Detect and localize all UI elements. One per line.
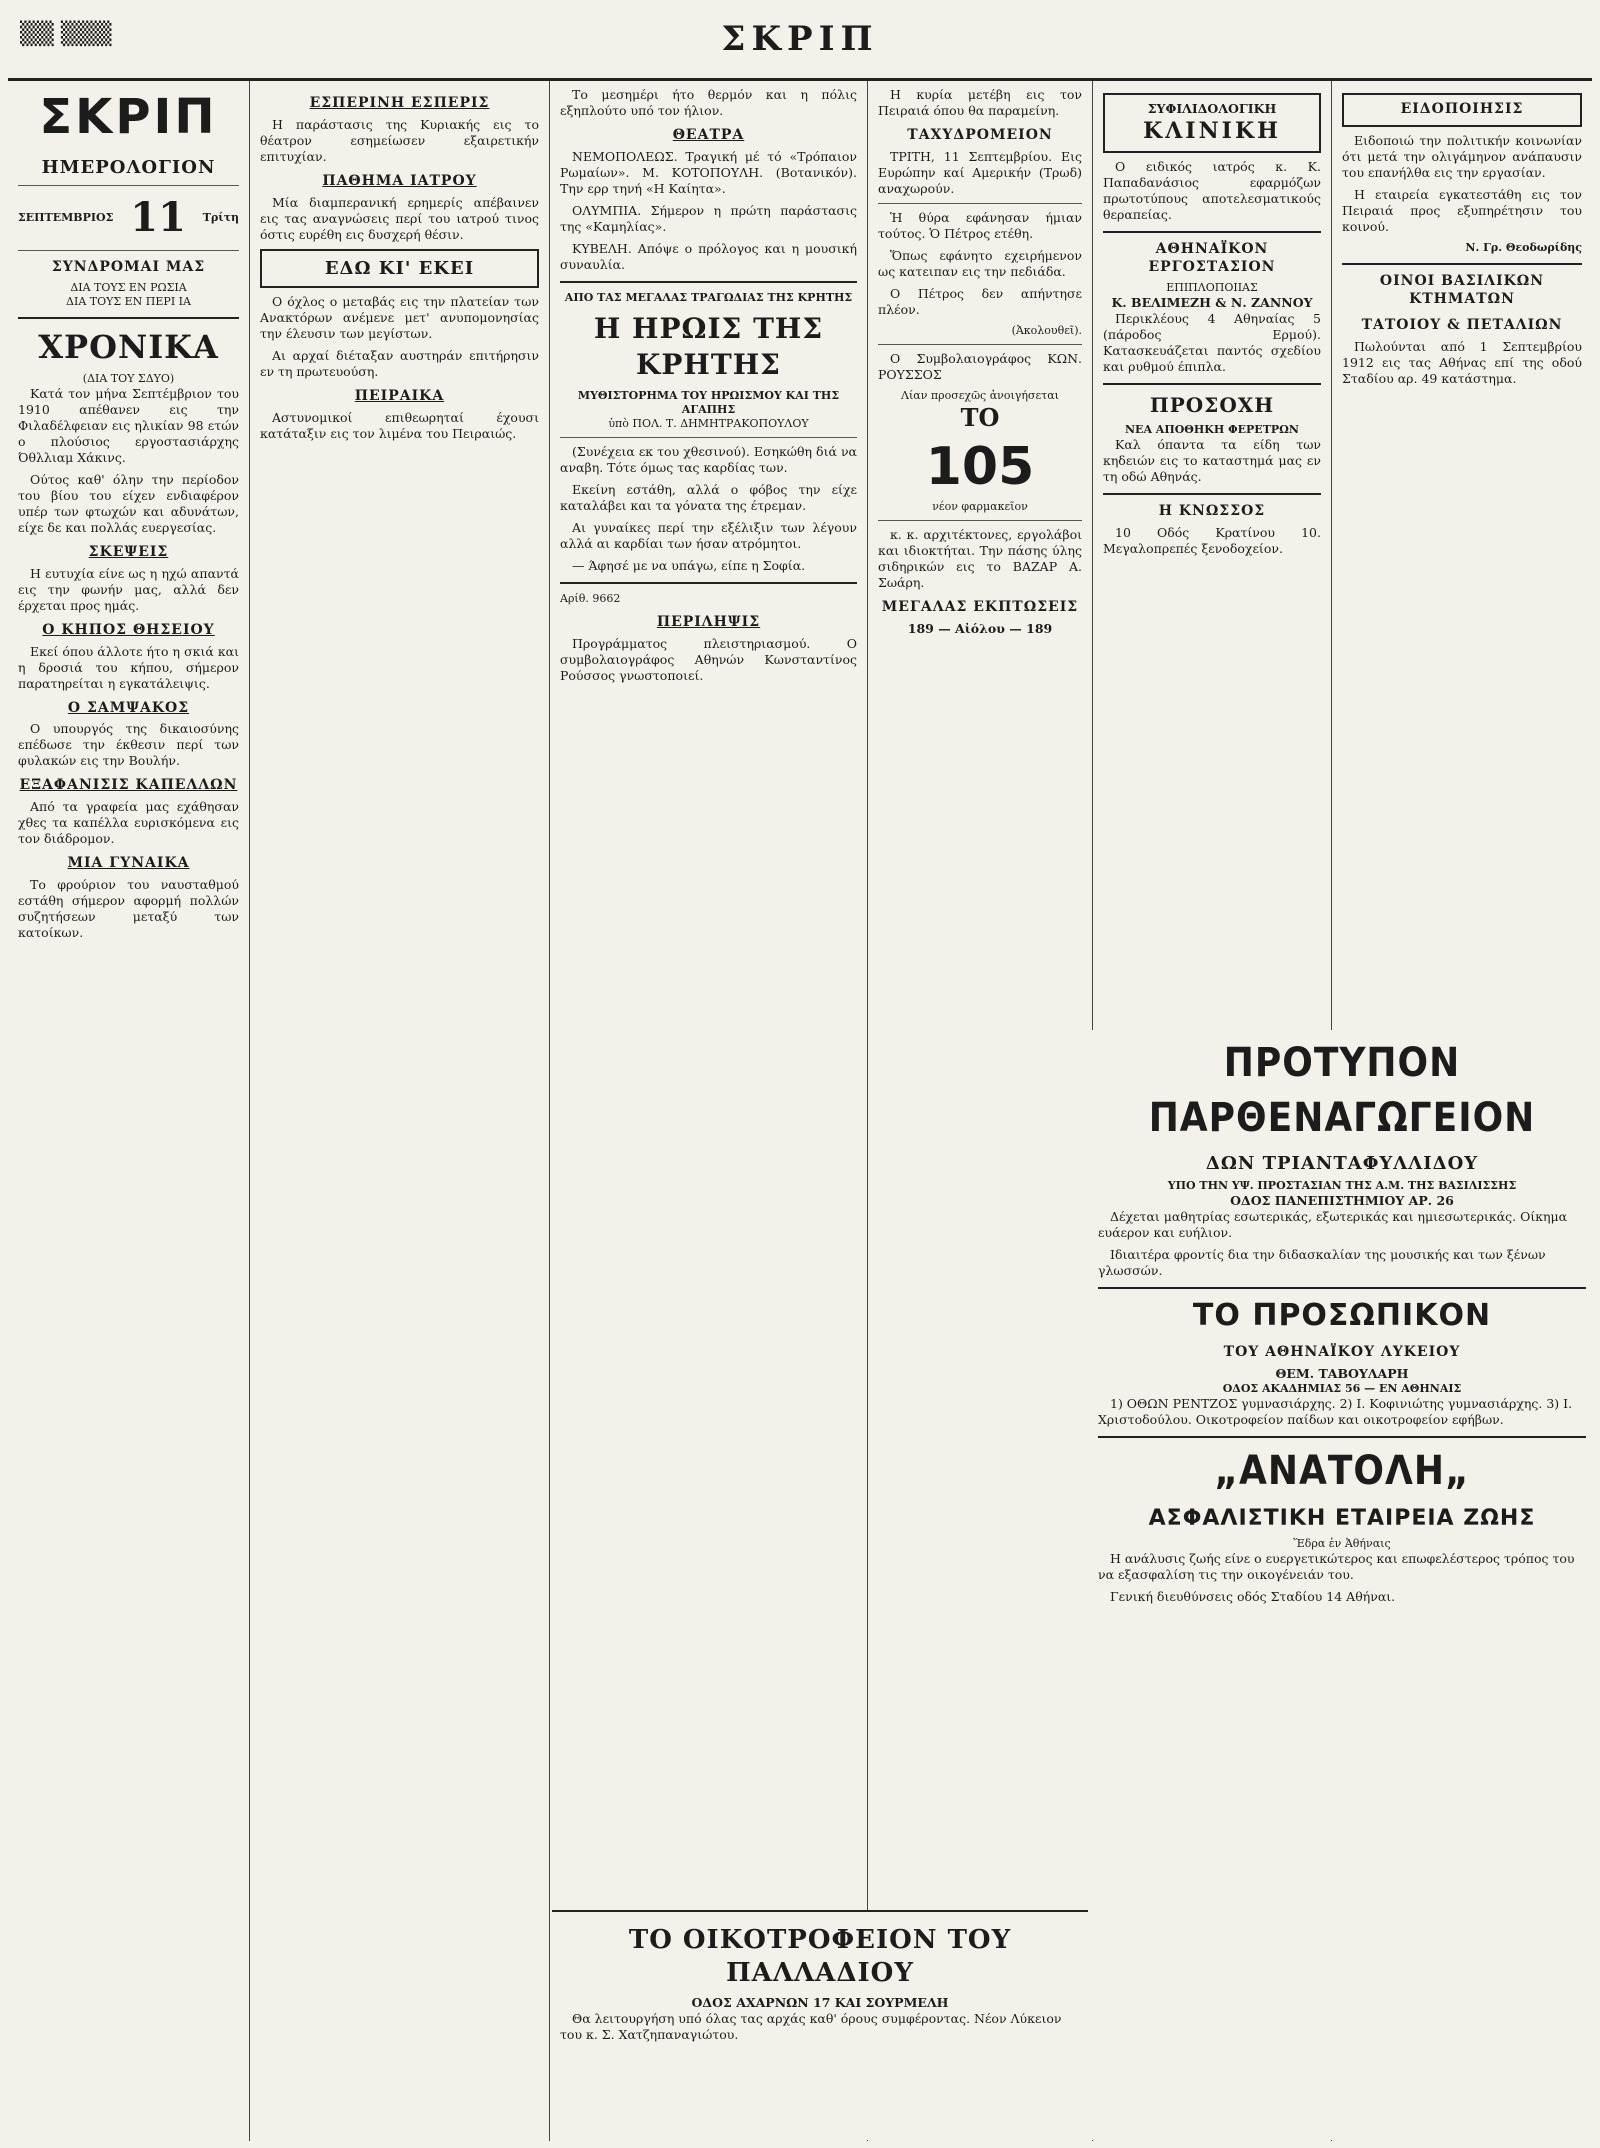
clinic-heading-2: ΚΛΙΝΙΚΗ xyxy=(1143,118,1281,144)
serial-cont-1: Ἡ θύρα εφάνησαν ήμιαν τούτος. Ὁ Πέτρος ετέθη. xyxy=(878,209,1082,241)
notice-text-1: Ειδοποιώ την πολιτικήν κοινωνίαν ότι μετά την ολιγάμηνον ανάπαυσιν του επανήλθα εις την εργασίαν. xyxy=(1342,132,1582,180)
chronika-heading: ΧΡΟΝΙΚΑ xyxy=(38,327,219,366)
school-text-2: Ιδιαιτέρα φροντίς δια την διδασκαλίαν της μουσικής και των ξένων γλωσσών. xyxy=(1098,1247,1546,1279)
column-2 xyxy=(250,81,550,2141)
school-subtitle: ΠΑΡΘΕΝΑΓΩΓΕΙΟΝ xyxy=(1148,1095,1536,1142)
theatra-text-3: ΚΥΒΕΛΗ. Απόψε ο πρόλογος και η μουσική συναυλία. xyxy=(560,240,857,272)
peiraika-text: Αστυνομικοί επιθεωρηταί έχουσι κατάταξιν εις τον λιμένα του Πειραιώς. xyxy=(260,409,539,441)
post-heading: ΤΑΧΥΔΡΟΜΕΙΟΝ xyxy=(907,127,1053,143)
serial-text-1: (Συνέχεια εκ του χθεσινού). Εσηκώθη διά να αναβη. Τότε όμως τας καρδίας των. xyxy=(560,443,857,475)
column-3 xyxy=(550,81,868,2141)
doctor-text: Μία διαμπερανική ερημερίς απέβαινεν εις τας αναγνώσεις περί του ιατρού τινος όστις ευρέθη εις δυσχερή θέσιν. xyxy=(260,194,539,242)
date-row xyxy=(18,192,239,243)
peiraika-heading: ΠΕΙΡΑΙΚΑ xyxy=(354,387,445,404)
col4-intro: Η κυρία μετέβη εις τον Πειραιά όπου θα παραμείνη. xyxy=(878,87,1082,118)
coffins-text: Καλ όπαντα τα είδη των κηδειών εις το καταστημά μας εν τη οδώ Αθηνάς. xyxy=(1103,436,1321,484)
anatoli-text-1: Η ανάλυσις ζωής είνε ο ευεργετικώτερος και επωφελέστερος τρόπος του να εξασφαλίση τις την οικογένειάν του. xyxy=(1098,1551,1575,1583)
serial-text-3: Αι γυναίκες περί την εξέλιξιν των λέγουν αλλά αι καρδίαι των ήσαν ατρόμητοι. xyxy=(560,519,857,551)
school-text-1: Δέχεται μαθητρίας εσωτερικάς, εξωτερικάς και ημιεσωτερικάς. Οίκημα ευάερον και ευήλιον. xyxy=(1098,1209,1568,1241)
coffins-heading: ΝΕΑ ΑΠΟΘΗΚΗ ΦΕΡΕΤΡΩΝ xyxy=(1125,422,1299,436)
furniture-text: Περικλέους 4 Αθηναίας 5 (πάροδος Ερμού). Κατασκευάζεται παντός σχεδίου και ρυθμού έπιπλα. xyxy=(1103,311,1321,375)
woman-heading: ΜΙΑ ΓΥΝΑΙΚΑ xyxy=(67,855,190,872)
serial-text-4: — Άφησέ με να υπάγω, είπε η Σοφία. xyxy=(572,557,806,573)
clinic-ad xyxy=(1103,93,1321,153)
attention-heading: ΠΡΟΣΟΧΗ xyxy=(1149,393,1275,418)
subscription-line-2: ΔΙΑ ΤΟΥΣ ΕΝ ΠΕΡΙ ΙΑ xyxy=(66,294,191,308)
serial-subtitle: ΜΥΘΙΣΤΟΡΗΜΑ ΤΟΥ ΗΡΩΙΣΜΟΥ ΚΑΙ ΤΗΣ ΑΓΑΠΗΣ xyxy=(577,388,840,416)
aiolou-number: 189 — Αἰόλου — 189 xyxy=(907,621,1053,637)
edo-ki-ekei-heading: ΕΔΩ ΚΙ' ΕΚΕΙ xyxy=(260,249,539,288)
kipos-heading: Ο ΚΗΠΟΣ ΘΗΣΕΙΟΥ xyxy=(42,621,215,638)
pharmacy-number: 105 xyxy=(925,436,1035,497)
furniture-heading: ΑΘΗΝΑΪΚΟΝ ΕΡΓΟΣΤΑΣΙΟΝ xyxy=(1148,241,1276,276)
notice-heading: ΕΙΔΟΠΟΙΗΣΙΣ xyxy=(1342,93,1582,127)
wide-ads xyxy=(1092,1030,1592,2140)
page-mark: ▒▒ ▒▒▒ xyxy=(20,22,112,47)
pharmacy-to: ΤΟ xyxy=(960,403,1000,433)
school-address: ΟΔΟΣ ΠΑΝΕΠΙΣΤΗΜΙΟΥ ΑΡ. 26 xyxy=(1230,1193,1454,1209)
hats-heading: ΕΞΑΦΑΝΙΣΙΣ ΚΑΠΕΛΛΩΝ xyxy=(19,777,238,794)
auction-number: Αρίθ. 9662 xyxy=(560,591,621,605)
pharmacy-soon: Λίαν προσεχῶς ἀνοιγήσεται xyxy=(901,388,1059,402)
school-title: ΠΡΟΤΥΠΟΝ xyxy=(1223,1040,1461,1086)
notary-text: Ο Συμβολαιογράφος ΚΩΝ. ΡΟΥΣΣΟΣ xyxy=(878,350,1082,382)
doctor-heading: ΠΑΘΗΜΑ ΙΑΤΡΟΥ xyxy=(322,172,477,189)
school-owner: ΔΩΝ ΤΡΙΑΝΤΑΦΥΛΛΙΔΟΥ xyxy=(1205,1153,1479,1175)
notice-signature: Ν. Γρ. Θεοδωρίδης xyxy=(1465,240,1582,254)
day-number: 11 xyxy=(130,194,186,242)
lyceum-sub: ΤΟΥ ΑΘΗΝΑΪΚΟΥ ΛΥΚΕΙΟΥ xyxy=(1223,1343,1461,1360)
theatra-heading: ΘΕΑΤΡΑ xyxy=(672,127,745,143)
lyceum-director: ΘΕΜ. ΤΑΒΟΥΛΑΡΗ xyxy=(1275,1365,1409,1381)
anatoli-text-2: Γενική διευθύνσεις οδός Σταδίου 14 Αθήναι. xyxy=(1110,1589,1396,1605)
masthead xyxy=(8,0,1592,81)
serial-banner: ΑΠΟ ΤΑΣ ΜΕΓΑΛΑΣ ΤΡΑΓΩΔΙΑΣ ΤΗΣ ΚΡΗΤΗΣ xyxy=(564,290,853,304)
wines-heading: ΟΙΝΟΙ ΒΑΣΙΛΙΚΩΝ ΚΤΗΜΑΤΩΝ xyxy=(1379,272,1545,307)
boarding-text: Θα λειτουργήση υπό όλας τας αρχάς καθ' όρους συμφέροντας. Νέον Λύκειον του κ. Σ. Χατζηπαναγιώτου. xyxy=(560,2010,1062,2042)
auction-heading: ΠΕΡΙΛΗΨΙΣ xyxy=(656,613,761,630)
pharmacy-new: νέον φαρμακεῖον xyxy=(932,500,1028,514)
boarding-ad xyxy=(552,1910,1088,2140)
lyceum-title: ΤΟ ΠΡΟΣΩΠΙΚΟΝ xyxy=(1192,1298,1492,1334)
furniture-owners: Κ. ΒΕΛΙΜΕΖΗ & Ν. ΖΑΝΝΟΥ xyxy=(1111,295,1313,311)
serial-cont-2: Ὅπως εφάνητο εχειρήμενον ως κατειπαν εις την πεδιάδα. xyxy=(878,247,1082,279)
skepseis-heading: ΣΚΕΨΕΙΣ xyxy=(88,543,169,560)
school-patron: ΥΠΟ ΤΗΝ ΥΨ. ΠΡΟΣΤΑΣΙΑΝ ΤΗΣ Α.Μ. ΤΗΣ ΒΑΣΙΛΙΣΣΗΣ xyxy=(1167,1179,1517,1193)
woman-text: Το φρούριον του ναυσταθμού εστάθη σήμερον αφορμή πολλών συζητήσεων μεταξύ των κατοίκων. xyxy=(18,877,239,941)
serial-signoff: (Ἀκολουθεῖ). xyxy=(1011,323,1082,337)
bazaar-text: κ. κ. αρχιτέκτονες, εργολάβοι και ιδιοκτήται. Την πάσης ύλης σιδηρικών εις το ΒΑΖΑΡ Α. Σωάρη. xyxy=(878,527,1082,591)
weekday-label: Τρίτη xyxy=(202,211,239,225)
chronika-subheading: (ΔΙΑ ΤΟΥ ΣΔΥΟ) xyxy=(82,371,175,385)
edo-ki-ekei-text-1: Ο όχλος ο μεταβάς εις την πλατείαν των Ανακτόρων ανέμενε μετ' ανυπομονησίας την έλευσιν των μεγίστων. xyxy=(260,293,539,341)
sampsakos-text: Ο υπουργός της δικαιοσύνης επέδωσε την έκθεσιν περί των φυλακών εις την Βουλήν. xyxy=(18,721,239,769)
knossos-heading: Η ΚΝΩΣΣΟΣ xyxy=(1158,502,1266,519)
auction-text: Προγράμματος πλειστηριασμού. Ο συμβολαιογράφος Αθηνών Κωνσταντίνος Ρούσσος γνωστοποιεί. xyxy=(560,635,857,683)
discounts-heading: ΜΕΓΑΛΑΣ ΕΚΠΤΩΣΕΙΣ xyxy=(881,599,1079,616)
anatoli-title: „ΑΝΑΤΟΛΗ„ xyxy=(1214,1447,1470,1494)
serial-cont-3: Ο Πέτρος δεν απήντησε πλέον. xyxy=(878,285,1082,317)
clinic-heading-1: ΣΥΦΙΛΙΔΟΛΟΓΙΚΗ xyxy=(1147,101,1277,116)
anatoli-seat: Ἕδρα ἐν Ἀθήναις xyxy=(1293,1537,1391,1551)
hats-text: Από τα γραφεία μας εχάθησαν χθες τα καπέλλα ευρισκόμενα εις τον διάδρομον. xyxy=(18,799,239,847)
lyceum-text: 1) ΟΘΩΝ ΡΕΝΤΖΟΣ γυμνασιάρχης. 2) Ι. Κοφινιώτης γυμνασιάρχης. 3) Ι. Χριστοδούλου. Οικοτροφείον παίδων και οικοτροφείον εφήβων. xyxy=(1098,1395,1573,1427)
paper-logo: ΣΚΡΙΠ xyxy=(39,89,218,145)
column-4 xyxy=(868,81,1093,2141)
anatoli-sub: ΑΣΦΑΛΙΣΤΙΚΗ ΕΤΑΙΡΕΙΑ ΖΩΗΣ xyxy=(1148,1506,1536,1532)
serial-title: Η ΗΡΩΙΣ ΤΗΣ ΚΡΗΤΗΣ xyxy=(593,311,824,381)
sampsakos-heading: Ο ΣΑΜΨΑΚΟΣ xyxy=(67,699,190,716)
theatra-text-2: ΟΛΥΜΠΙΑ. Σήμερον η πρώτη παράστασις της «Καμηλίας». xyxy=(560,202,857,234)
kipos-text: Εκεί όπου άλλοτε ήτο η σκιά και η δροσιά του κήπου, σήμερον παρατηρείται η εγκατάλειψις. xyxy=(18,643,239,691)
calendar-label: ΗΜΕΡΟΛΟΓΙΟΝ xyxy=(41,157,216,179)
column-1 xyxy=(8,81,250,2141)
chronika-text-2: Ούτος καθ' όλην την περίοδον του βίου του είχεν ενδιαφέρον υπέρ των φτωχών και αδυνάτων, είχε δε και πολλάς ευεργεσίας. xyxy=(18,471,239,535)
col3-intro: Το μεσημέρι ήτο θερμόν και η πόλις εξηπλούτο υπό τον ήλιον. xyxy=(560,87,857,118)
esperis-heading: ΕΣΠΕΡΙΝΗ ΕΣΠΕΡΙΣ xyxy=(309,95,490,111)
masthead-title: ΣΚΡΙΠ xyxy=(721,19,879,59)
knossos-text: 10 Οδός Κρατίνου 10. Μεγαλοπρεπές ξενοδοχείον. xyxy=(1103,524,1321,556)
subscription-heading: ΣΥΝΔΡΟΜΑΙ ΜΑΣ xyxy=(51,258,206,275)
subscription-line-1: ΔΙΑ ΤΟΥΣ ΕΝ ΡΩΣΙΑ xyxy=(70,280,187,294)
theatra-text-1: ΝΕΜΟΠΟΛΕΩΣ. Τραγική μέ τό «Τρόπαιον Ρωμαίων». Μ. ΚΟΤΟΠΟΥΛΗ. (Βοτανικόν). Την ερρ τηνή «Η Καίητα». xyxy=(560,148,857,196)
wines-text: Πωλούνται από 1 Σεπτεμβρίου 1912 εις τας Αθήνας επί της οδού Σταδίου αρ. 49 κατάστημα. xyxy=(1342,338,1582,386)
esperis-text: Η παράστασις της Κυριακής εις το θέατρον εσημείωσεν εξαιρετικήν επιτυχίαν. xyxy=(260,116,539,164)
wines-sub: ΤΑΤΟΙΟΥ & ΠΕΤΑΛΙΩΝ xyxy=(1361,316,1563,333)
edo-ki-ekei-text-2: Αι αρχαί διέταξαν αυστηράν επιτήρησιν εν τη πρωτευούση. xyxy=(260,347,539,379)
post-text: ΤΡΙΤΗ, 11 Σεπτεμβρίου. Εις Ευρώπην καί Αμερικήν (Τρωδ) αναχωρούν. xyxy=(878,148,1082,196)
skepseis-text: Η ευτυχία είνε ως η ηχώ απαντά εις την φωνήν μας, αλλά δεν έρχεται προς ημάς. xyxy=(18,565,239,613)
month-label: ΣΕΠΤΕΜΒΡΙΟΣ xyxy=(18,211,114,225)
notice-text-2: Η εταιρεία εγκατεστάθη εις τον Πειραιά προς εξυπηρέτησιν του κοινού. xyxy=(1342,186,1582,234)
chronika-text-1: Κατά τον μήνα Σεπτέμβριον του 1910 απέθανεν εις την Φιλαδέλφειαν εις ηλικίαν 98 ετών ο πλούσιος εργοστασιάρχης Όθλλιαμ Χάκινς. xyxy=(18,385,239,465)
serial-text-2: Εκείνη εστάθη, αλλά ο φόβος την είχε καταλάβει και τα γόνατα της έτρεμαν. xyxy=(560,481,857,513)
clinic-text: Ο ειδικός ιατρός κ. Κ. Παπαδανάσιος εφαρμόζων πρωτοτύπους αποτελεσματικούς θεραπείας. xyxy=(1103,159,1321,223)
furniture-sub: ΕΠΙΠΛΟΠΟΙΙΑΣ xyxy=(1166,280,1258,294)
boarding-address: ΟΔΟΣ ΑΧΑΡΝΩΝ 17 ΚΑΙ ΣΟΥΡΜΕΛΗ xyxy=(691,1994,949,2010)
lyceum-address: ΟΔΟΣ ΑΚΑΔΗΜΙΑΣ 56 — ΕΝ ΑΘΗΝΑΙΣ xyxy=(1222,1381,1462,1395)
serial-author: ὑπὸ ΠΟΛ. Τ. ΔΗΜΗΤΡΑΚΟΠΟΥΛΟΥ xyxy=(608,416,809,430)
boarding-title: ΤΟ ΟΙΚΟΤΡΟΦΕΙΟΝ ΤΟΥ ΠΑΛΛΑΔΙΟΥ xyxy=(628,1925,1012,1989)
